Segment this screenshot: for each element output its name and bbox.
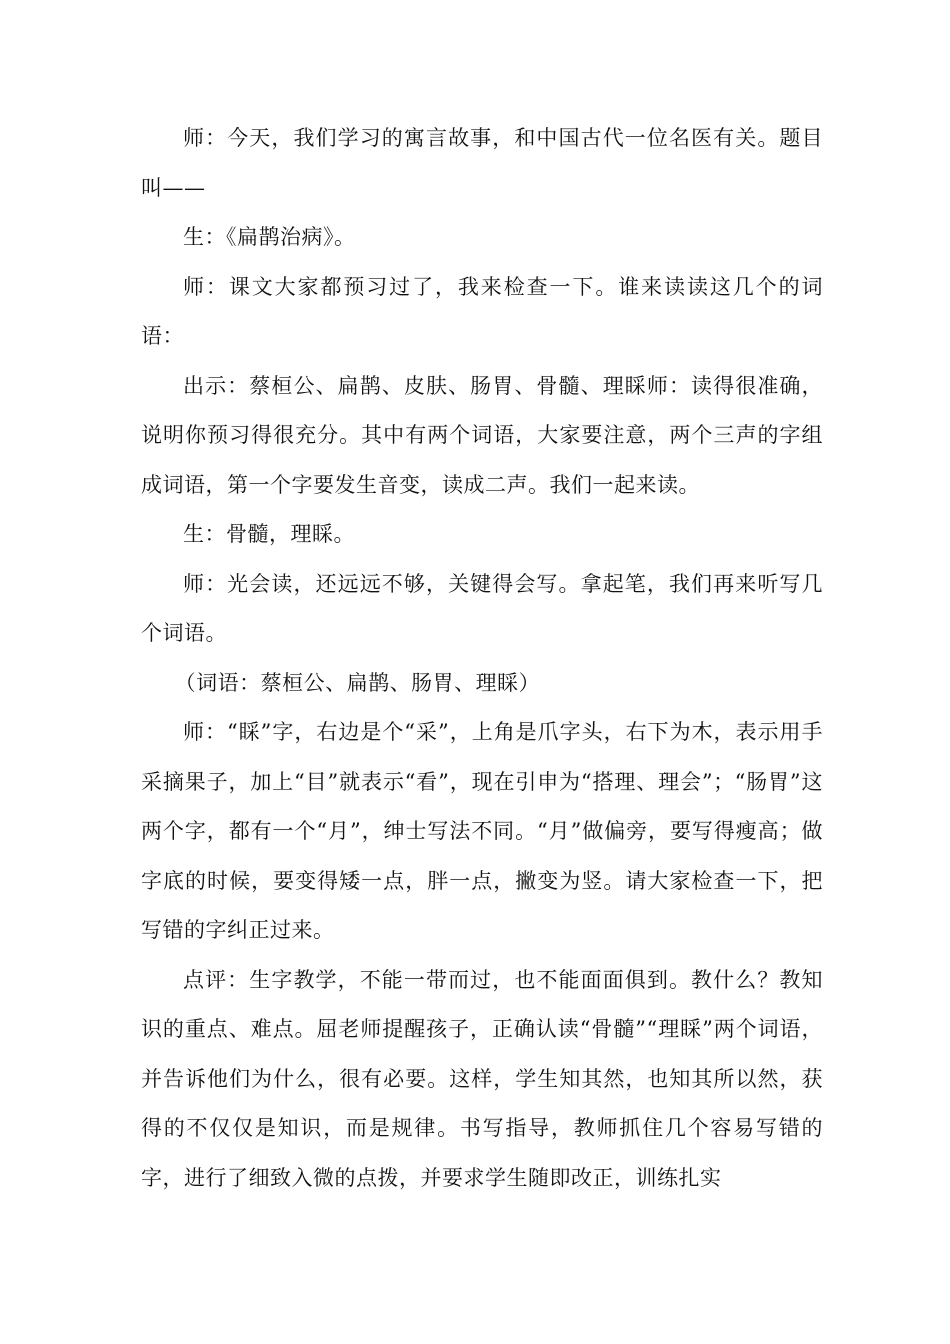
document-page [141, 114, 823, 1203]
paragraph-student-read: 生：骨髓，理睬。 [183, 522, 355, 546]
paragraph-student-title: 生：《扁鹊治病》。 [183, 225, 356, 249]
paragraph-teacher-check: 师：课文大家都预习过了，我来检查一下。谁来读读这几个的词语： [141, 274, 823, 348]
paragraph-teacher-intro: 师：今天，我们学习的寓言故事，和中国古代一位名医有关。题目叫—— [141, 126, 823, 200]
paragraph-teacher-explain: 师：“睬”字，右边是个“采”，上角是爪字头，右下为木，表示用手采摘果子，加上“目”就表示“看”，现在引申为“搭理、理会”；“肠胃”这两个字，都有一个“月”，绅士写法不同。“月”做偏旁，要写得瘦高；做字底的时候，要变得矮一点，胖一点，撇变为竖。请大家检查一下，把写错的字纠正过来。 [141, 720, 823, 942]
paragraph-comment: 点评：生字教学，不能一带而过，也不能面面俱到。教什么？教知识的重点、难点。屈老师提醒孩子，正确认读“骨髓”“理睬”两个词语，并告诉他们为什么，很有必要。这样，学生知其然，也知其所以然，获得的不仅仅是知识，而是规律。书写指导，教师抓住几个容易写错的字，进行了细致入微的点拨，并要求学生随即改正，训练扎实 [141, 967, 823, 1190]
paragraph-word-list: （词语：蔡桓公、扁鹊、肠胃、理睬） [174, 670, 541, 695]
paragraph-teacher-dictation: 师：光会读，还远远不够，关键得会写。拿起笔，我们再来听写几个词语。 [141, 571, 823, 645]
paragraph-show-words: 出示：蔡桓公、扁鹊、皮肤、肠胃、骨髓、理睬师：读得很准确，说明你预习得很充分。其中有两个词语，大家要注意，两个三声的字组成词语，第一个字要发生音变，读成二声。我们一起来读。 [141, 373, 823, 497]
